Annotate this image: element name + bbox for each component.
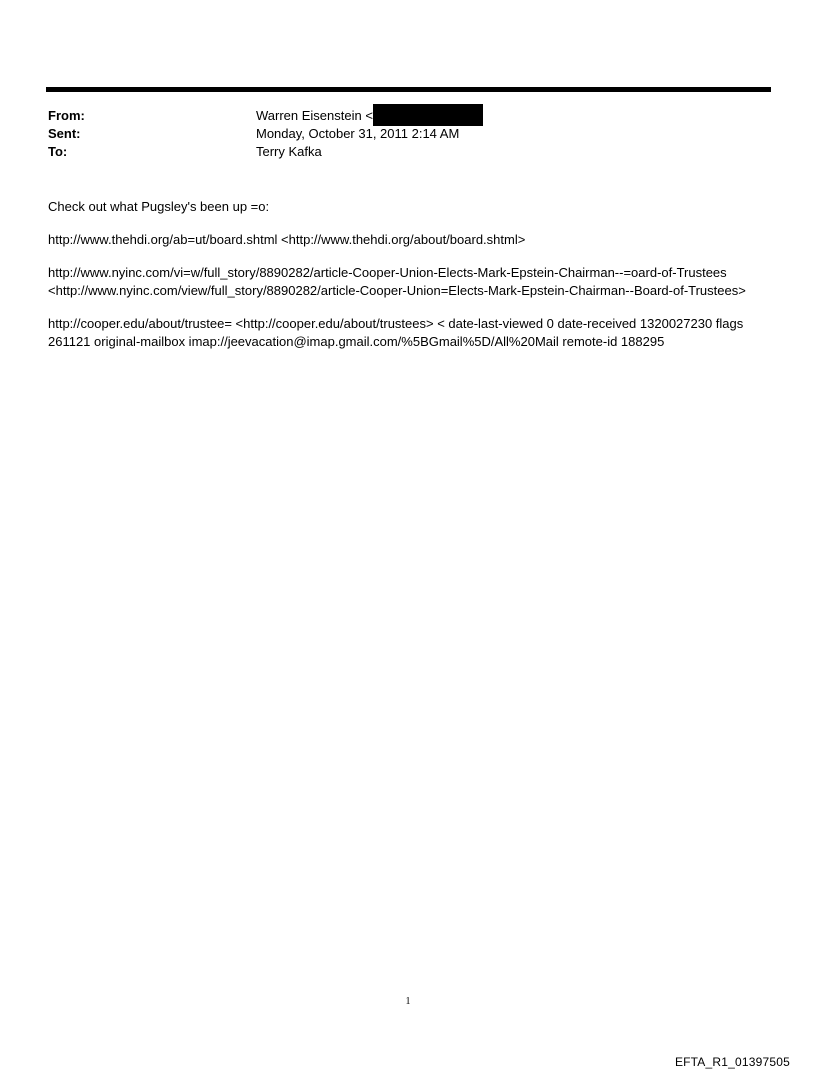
from-label: From:: [48, 108, 85, 123]
body-paragraph-link: http://cooper.edu/about/trustee= <http://cooper.edu/about/trustees> < date-last-viewed 0 date-received 1320027230 flags 261121 original-mailbox imap://jeevacation@imap.gmail.com/%5BGmail%5D/All%20Mail remote-id 188295: [48, 316, 744, 349]
to-row: [48, 143, 768, 161]
sender-name: Warren Eisenstein <: [256, 108, 373, 123]
email-header: [48, 107, 768, 161]
page-number: 1: [405, 996, 411, 1007]
header-divider: [46, 87, 771, 92]
sent-label: Sent:: [48, 126, 81, 141]
email-body: [48, 198, 776, 366]
body-paragraph-link: http://www.nyinc.com/vi=w/full_story/8890282/article-Cooper-Union-Elects-Mark-Epstein-Chairman--=oard-of-Trustees <http://www.nyinc.com/view/full_story/8890282/article-Cooper-Union=Elects-Mark-Epstein-Chairman--Board-of-Trustees>: [48, 265, 746, 298]
to-label: To:: [48, 144, 68, 159]
from-value: [256, 105, 483, 127]
sent-value: Monday, October 31, 2011 2:14 AM: [256, 126, 460, 141]
bates-number: EFTA_R1_01397505: [674, 1055, 790, 1069]
to-value: Terry Kafka: [256, 144, 322, 159]
body-paragraph: Check out what Pugsley's been up =o:: [48, 199, 270, 214]
redaction-box: [373, 104, 483, 126]
body-paragraph-link: http://www.thehdi.org/ab=ut/board.shtml <http://www.thehdi.org/about/board.shtml>: [48, 232, 526, 247]
sent-row: [48, 125, 768, 143]
from-row: [48, 107, 768, 125]
